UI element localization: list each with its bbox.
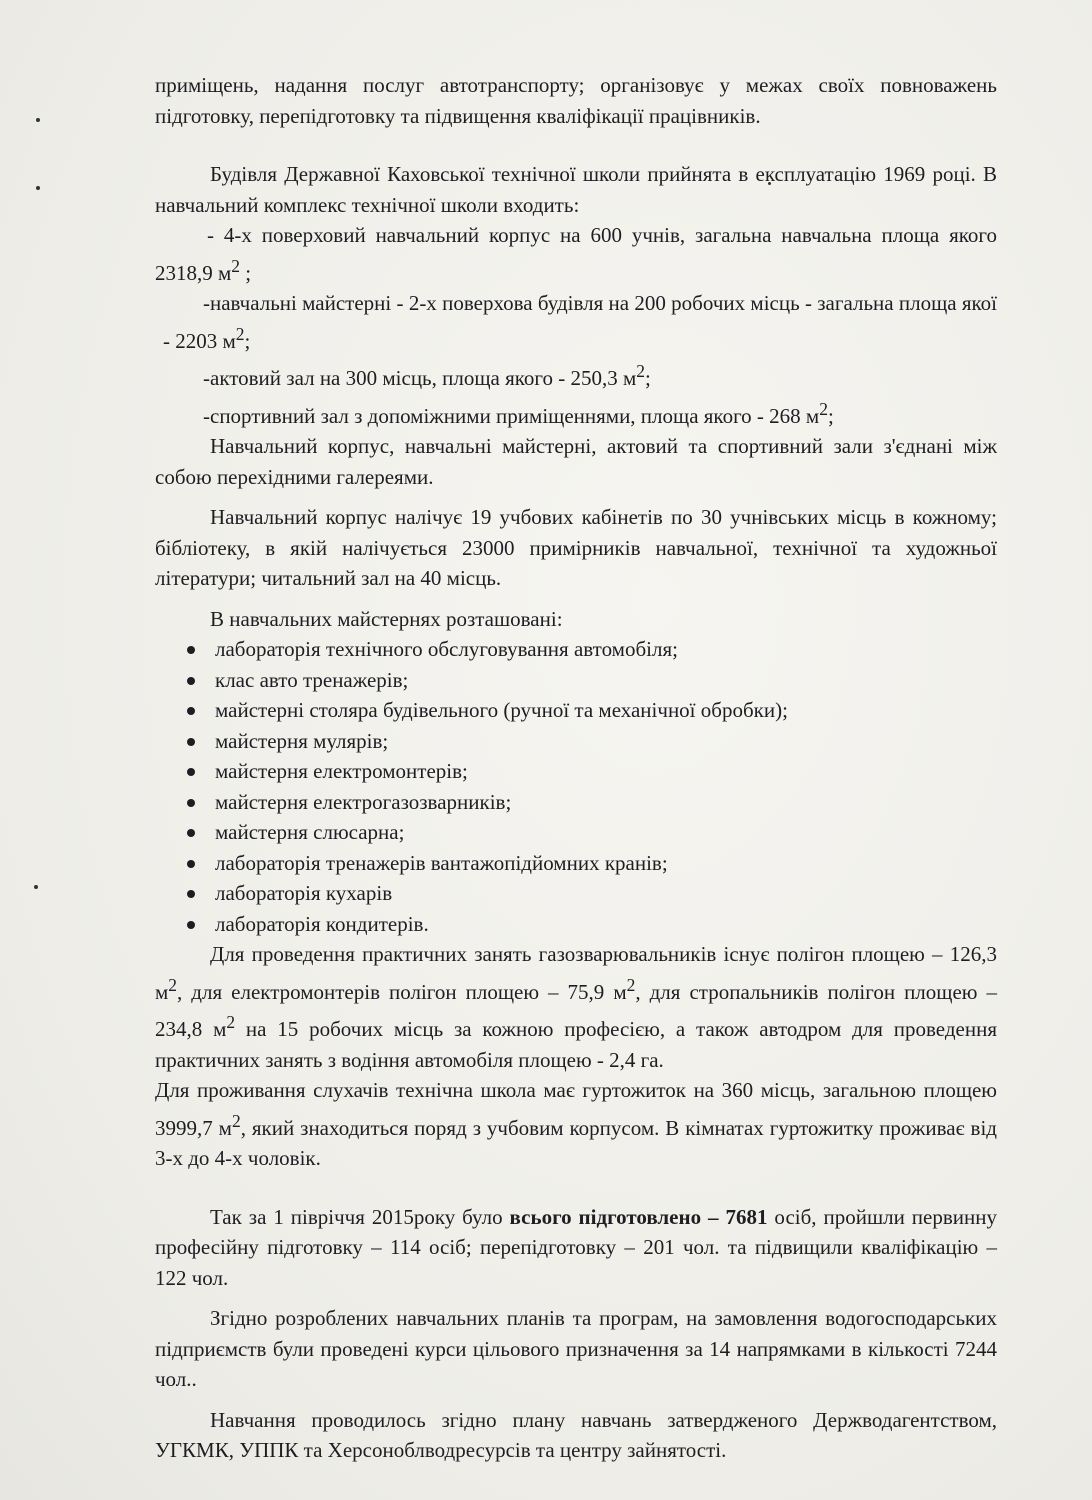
scan-speck (36, 118, 40, 122)
list-item: лабораторія технічного обслуговування автомобіля; (155, 634, 997, 665)
paragraph-courses: Згідно розроблених навчальних планів та програм, на замовлення водогосподарських підприємств були проведені курси цільового призначення за 14 напрямками в кількості 7244 чол.. (155, 1306, 997, 1391)
item-sports-hall: -спортивний зал з допоміжними приміщеннями, площа якого - 268 $м^2$; (203, 398, 834, 428)
paragraph-building: Будівля Державної Каховської технічної школи прийнята в експлуатацію 1969 році. В навчальний комплекс технічної школи входить: (155, 162, 997, 217)
bullet-icon (187, 707, 195, 715)
paragraph-classrooms: Навчальний корпус налічує 19 учбових кабінетів по 30 учнівських місць в кожному; бібліотеку, в якій налічується 23000 примірників навчальної, технічної та художньої літератури; читальний зал на 40 місць. (155, 505, 997, 590)
list-item: клас авто тренажерів; (155, 665, 997, 696)
bullet-icon (187, 677, 195, 685)
paragraph-training-grounds: Для проведення практичних занять газозварювальників існує полігон площею – 126,3 $м^2$, для електромонтерів полігон площею – 75,9 $м^2$, для стропальників полігон площею – 234,8 $м^2$ на 15 робочих місць за кожною професією, а також автодром для проведення практичних занять з водіння автомобіля площею - 2,4 га. (155, 942, 997, 1072)
bullet-icon (187, 738, 195, 746)
list-item: майстерня електрогазозварників; (155, 787, 997, 818)
paragraph-dormitory: Для проживання слухачів технічна школа має гуртожиток на 360 місць, загальною площею 3999,7 $м^2$, який знаходиться поряд з учбовим корпусом. В кімнатах гуртожитку проживає від 3-х до 4-х чоловік. (155, 1078, 997, 1170)
list-item: майстерня електромонтерів; (155, 756, 997, 787)
item-workshops: -навчальні майстерні - 2-х поверхова будівля на 200 робочих місць - загальна площа якої - 2203 $м^2$; (163, 291, 997, 353)
item-assembly-hall: -актовий зал на 300 місць, площа якого - 250,3 $м^2$; (203, 361, 651, 390)
bullet-icon (187, 799, 195, 807)
list-item: майстерня слюсарна; (155, 817, 997, 848)
paragraph-galleries: Навчальний корпус, навчальні майстерні, актовий та спортивний зали з'єднані між собою перехідними галереями. (155, 434, 997, 489)
list-item: майстерні столяра будівельного (ручної та механічної обробки); (155, 695, 997, 726)
paragraph-training-plan: Навчання проводилось згідно плану навчань затвердженого Держводагентством, УГКМК, УППК та Херсоноблводресурсів та центру зайнятості. (155, 1407, 997, 1462)
total-trained-bold: всього підготовлено – 7681 (509, 1204, 768, 1229)
list-item: лабораторія кухарів (155, 878, 997, 909)
paragraph-results: Так за 1 півріччя 2015року було всього підготовлено – 7681 осіб, пройшли первинну професійну підготовку – 114 осіб; перепідготовку – 201 чол. та підвищили кваліфікацію – 122 чол. (155, 1204, 997, 1290)
paragraph-premises: приміщень, надання послуг автотранспорту; організовує у межах своїх повноважень підготовку, перепідготовку та підвищення кваліфікації працівників. (155, 73, 997, 128)
list-item: майстерня мулярів; (155, 726, 997, 757)
paragraph-workshops-intro: В навчальних майстернях розташовані: (210, 606, 563, 631)
bullet-icon (187, 829, 195, 837)
bullet-icon (187, 890, 195, 898)
bullet-icon (187, 860, 195, 868)
list-item: лабораторія кондитерів. (155, 909, 997, 940)
scan-speck (36, 186, 40, 190)
document-body (155, 70, 997, 1466)
bullet-icon (187, 921, 195, 929)
list-item: лабораторія тренажерів вантажопідйомних кранів; (155, 848, 997, 879)
item-main-building: - 4-х поверховий навчальний корпус на 600 учнів, загальна навчальна площа якого 2318,9 $м^2$ ; (155, 223, 997, 285)
scan-speck (34, 885, 38, 889)
bullet-icon (187, 768, 195, 776)
bullet-icon (187, 646, 195, 654)
workshops-list (155, 634, 997, 939)
